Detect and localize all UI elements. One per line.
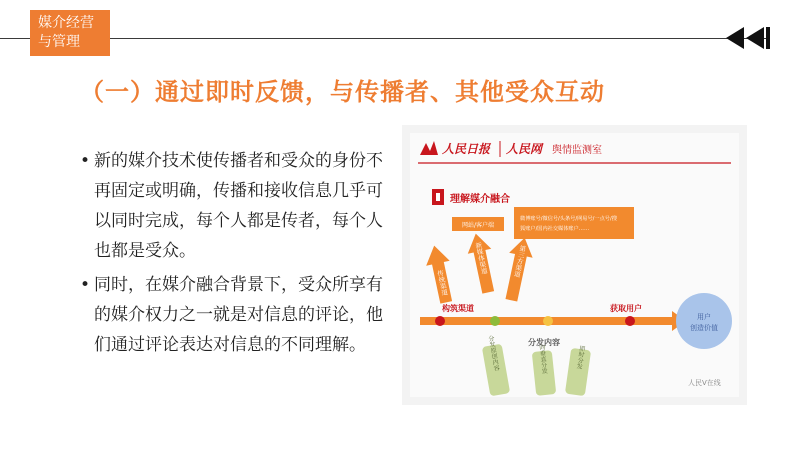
box-accounts-line-1: 微博账号/微信号/头条号/网易号/一点号/搜 xyxy=(520,216,617,222)
section-title: 理解媒介融合 xyxy=(450,194,510,205)
box-site-label: 网站/客户端 xyxy=(461,222,495,229)
header-divider xyxy=(0,38,770,39)
channel-arrow-2 xyxy=(464,231,500,295)
svg-text:向垂直分发: 向垂直分发 xyxy=(537,343,548,375)
bullet-dot-icon: • xyxy=(80,275,91,295)
course-badge xyxy=(30,10,110,56)
box-accounts xyxy=(514,207,634,239)
flow-dot xyxy=(490,316,500,326)
bullet-text: 同时，在媒介融合背景下，受众所享有的媒介权力之一就是对信息的评论，他们通过评论表达对信息的不同理解。 xyxy=(94,275,383,355)
pill-1 xyxy=(482,334,510,396)
watermark: 人民V在线 xyxy=(688,379,721,387)
bullet-item xyxy=(80,270,390,360)
label-build-channels: 构筑渠道 xyxy=(442,304,474,313)
label-distribute: 分发内容 xyxy=(528,338,560,347)
badge-line-2: 与管理 xyxy=(38,34,80,50)
brand-left: 人民日报 xyxy=(442,142,491,156)
svg-text:即时分发: 即时分发 xyxy=(574,344,586,370)
svg-text:第三方渠道: 第三方渠道 xyxy=(512,244,527,278)
bullet-item xyxy=(80,146,390,266)
flow-dot xyxy=(543,316,553,326)
pill-2 xyxy=(532,343,556,396)
figure-canvas xyxy=(410,133,739,397)
svg-text:传统渠道: 传统渠道 xyxy=(435,269,449,297)
flow-dot xyxy=(435,316,445,326)
bullet-list xyxy=(80,146,390,364)
back-arrows-icon[interactable] xyxy=(726,25,770,51)
slide-title: （一）通过即时反馈，与传播者、其他受众互动 xyxy=(80,78,605,106)
pill-3 xyxy=(565,344,591,396)
people-daily-logo-icon xyxy=(420,141,438,155)
user-value-circle xyxy=(676,293,732,349)
circle-line-1: 用户 xyxy=(697,313,711,321)
brand-lab: 舆情监测室 xyxy=(552,145,602,156)
bullet-text: 新的媒介技术使传播者和受众的身份不再固定或明确，传播和接收信息几乎可以同时完成，每个人都是传者，每个人也都是受众。 xyxy=(94,151,383,261)
circle-line-2: 创造价值 xyxy=(690,324,718,332)
channel-arrow-3 xyxy=(500,235,537,303)
box-accounts-line-2: 狐账户/国内社交媒体账户…… xyxy=(520,226,590,232)
badge-line-1: 媒介经营 xyxy=(38,15,94,31)
brand-right: 人民网 xyxy=(506,142,543,156)
flow-dot xyxy=(625,316,635,326)
media-convergence-figure xyxy=(402,125,747,405)
svg-text:分发原创内容: 分发原创内容 xyxy=(486,334,500,372)
svg-text:新媒体渠道: 新媒体渠道 xyxy=(473,241,489,275)
channel-arrow-1 xyxy=(422,243,458,305)
bullet-dot-icon: • xyxy=(80,151,91,171)
figure-diagram xyxy=(410,133,739,397)
label-gain-users: 获取用户 xyxy=(610,304,642,313)
